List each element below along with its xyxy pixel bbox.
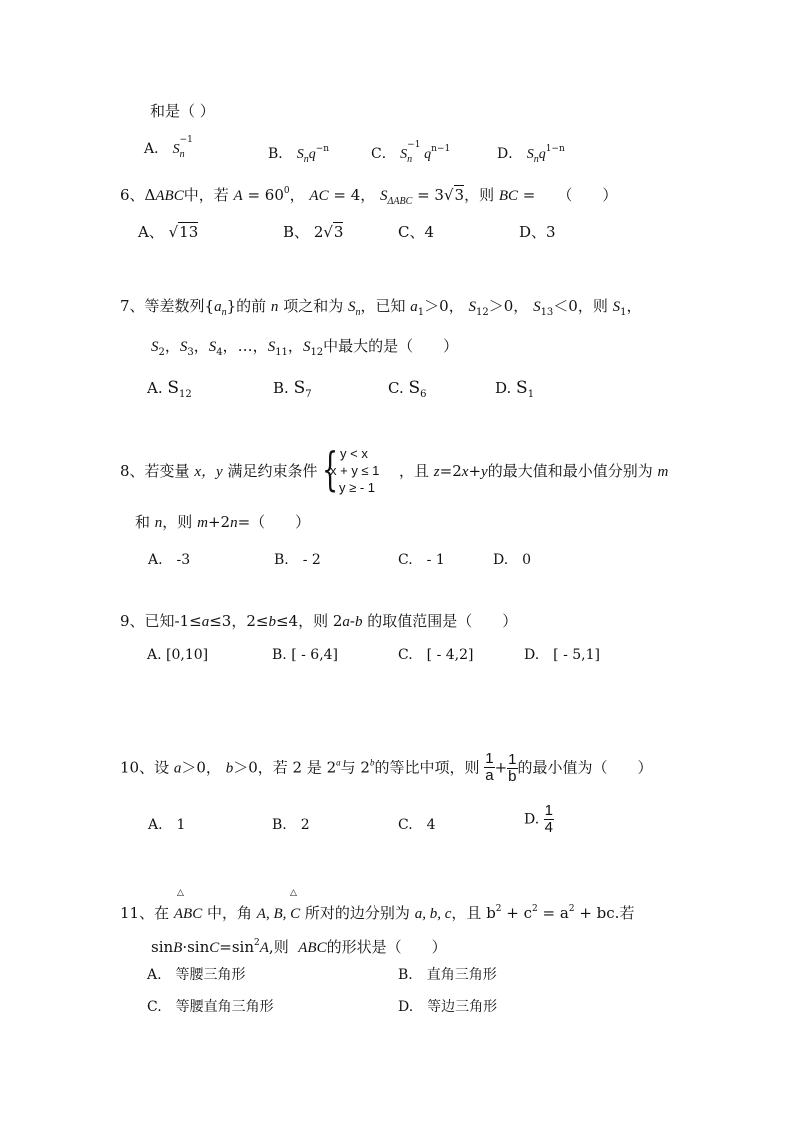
q5-option-c: C． $S_n$ −1 $q^{n-1}$ bbox=[371, 140, 451, 165]
q6-option-d: D、3 bbox=[519, 223, 556, 241]
q8-option-d: D. 0 bbox=[493, 552, 532, 568]
q5-option-d: D． $S_nq^{1-n}$ bbox=[497, 144, 565, 165]
q10-frac-1-over-b: $\frac{1}{b}$ bbox=[508, 751, 517, 785]
q10-option-d: D. $\frac{1}{4}$ bbox=[524, 802, 553, 836]
q8-constraint-1: y < x bbox=[340, 446, 368, 461]
q11-question-line2: $\sin B\cdot\sin C=\sin^2A$,则 ABC的形状是（ ） bbox=[151, 938, 447, 956]
q10-option-d-frac: $\frac{1}{4}$ bbox=[544, 802, 553, 836]
q8-option-b: B. - 2 bbox=[274, 552, 321, 568]
q7-option-b: B. $S_7$ bbox=[273, 378, 312, 400]
q10-question: 10、设 a＞0， b＞0，若 2 是 2$^a$与 2$^b$的等比中项，则 $\frac{1}{a}$ + $\frac{1}{b}$ 的最小值为（ ） bbox=[120, 750, 653, 785]
q7-question-line2: $S_2$，$S_3$，$S_4$，…，$S_{11}$，$S_{12}$中最大的是（ ） bbox=[151, 337, 459, 358]
q10-option-a: A. 1 bbox=[148, 817, 186, 833]
q8-brace: { bbox=[322, 442, 339, 496]
q10-frac-1-over-a: $\frac{1}{a}$ bbox=[485, 750, 494, 784]
q6-option-b: B、 2√3 bbox=[283, 223, 344, 241]
q11-option-a: A. 等腰三角形 bbox=[147, 967, 246, 983]
q7-question-line1: 7、等差数列$\{a_n\}$的前 n 项之和为 $S_n$，已知 $a_1>0$， $S_{12}>0$， $S_{13}<0$，则 $S_1$， bbox=[120, 297, 642, 318]
q8-question-line2: 和 n，则 m+2n=（ ） bbox=[135, 513, 311, 531]
q9-option-b: B. [ - 6,4] bbox=[272, 647, 339, 663]
q9-question: 9、已知-1≤a≤3，2≤b≤4，则 2a-b 的取值范围是（ ） bbox=[120, 612, 518, 630]
q9-option-d: D. [ - 5,1] bbox=[524, 647, 600, 663]
q7-option-c: C. $S_6$ bbox=[388, 378, 427, 400]
q11-option-d: D. 等边三角形 bbox=[398, 999, 498, 1015]
q8-option-c: C. - 1 bbox=[398, 552, 445, 568]
q11-triangle-mark-2: △ bbox=[290, 888, 297, 898]
q11-question-line1: 11、在 ABC 中，角 A, B, C 所对的边分别为 a, b, c，且 $b^2 + c^2 = a^2$ + bc.若 bbox=[120, 904, 635, 922]
q11-option-c: C. 等腰直角三角形 bbox=[147, 999, 274, 1015]
q6-question: 6、ΔABC中，若 $A = 60^0$， AC = 4， $S_{\Delta ABC} = 3√3$，则 BC = （ ） bbox=[120, 186, 618, 207]
q8-constraint-2: x + y ≤ 1 bbox=[330, 463, 380, 478]
q11-triangle-mark: △ bbox=[177, 888, 184, 898]
q8-question-line1: 8、若变量 x，y 满足约束条件 bbox=[120, 462, 318, 480]
q9-option-c: C. [ - 4,2] bbox=[398, 647, 474, 663]
q8-constraints bbox=[330, 445, 379, 496]
q6-option-c: C、4 bbox=[398, 223, 435, 241]
q8-constraint-3: y ≥ - 1 bbox=[339, 480, 376, 495]
q10-option-c: C. 4 bbox=[398, 817, 436, 833]
q10-option-b: B. 2 bbox=[272, 817, 310, 833]
q7-option-d: D. $S_1$ bbox=[495, 378, 535, 400]
q8-option-a: A. -3 bbox=[148, 552, 191, 568]
q11-option-b: B. 直角三角形 bbox=[398, 967, 497, 983]
q7-option-a: A. $S_{12}$ bbox=[147, 378, 192, 400]
q9-option-a: A. [0,10] bbox=[147, 647, 209, 663]
q5-option-b: B． $S_nq^{-n}$ bbox=[268, 144, 330, 165]
q5-continuation-text: 和是（ ） bbox=[150, 102, 215, 120]
q8-question-line1-cont: ，且 z=2x+y的最大值和最小值分别为 m bbox=[399, 462, 669, 480]
q5-option-a: A． $S_n$ −1 bbox=[144, 135, 193, 160]
q6-option-a: A、 √13 bbox=[138, 223, 199, 241]
